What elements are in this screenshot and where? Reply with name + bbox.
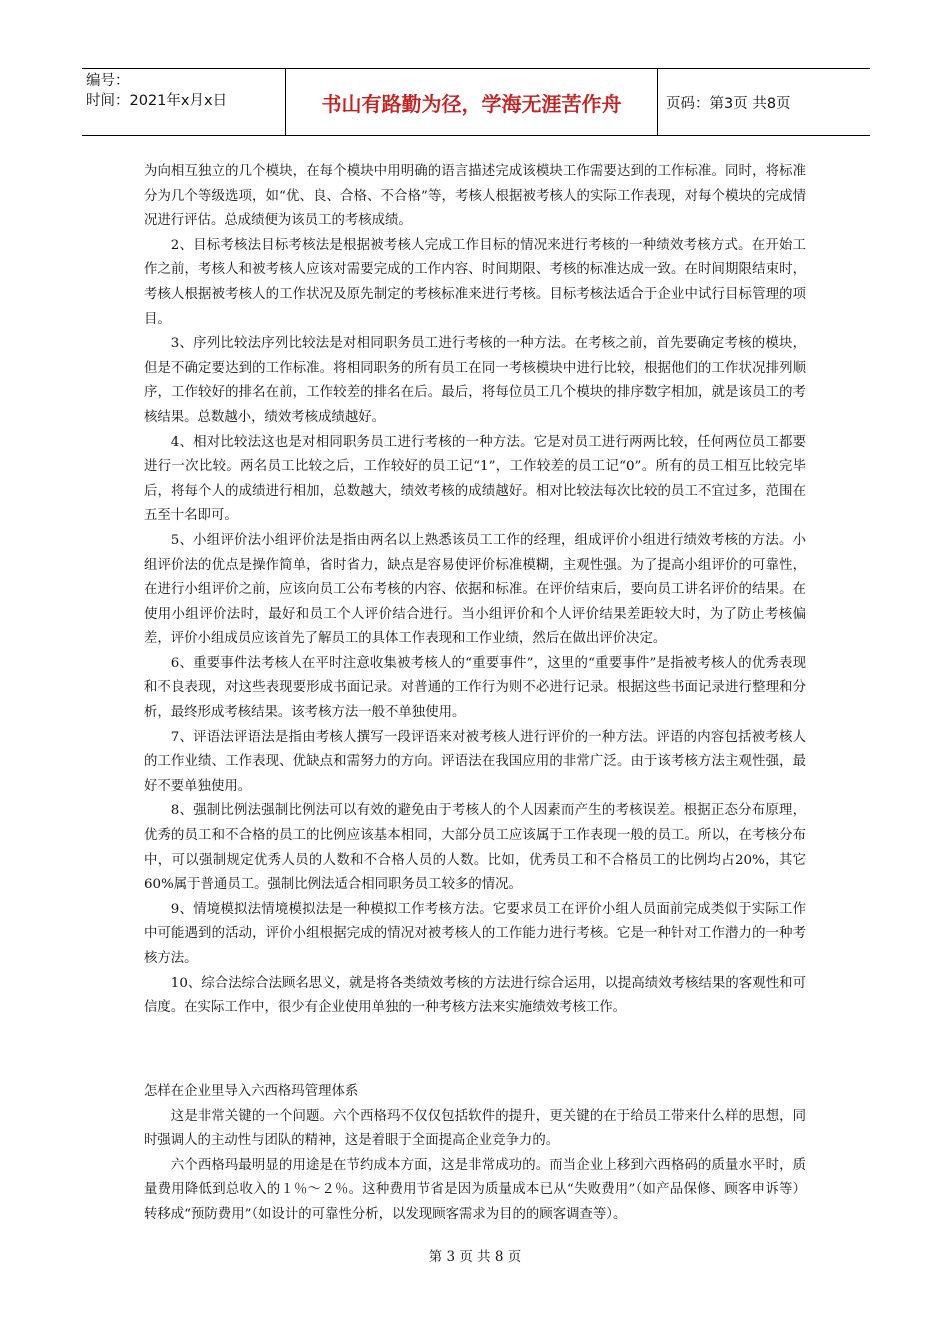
paragraph: 7、评语法评语法是指由考核人撰写一段评语来对被考核人进行评价的一种方法。评语的内容包括被考核人的工作业绩、工作表现、优缺点和需努力的方向。评语法在我国应用的非常广泛。由于该考核方法主观性强，最好不要单独使用。 xyxy=(144,729,806,794)
document-body xyxy=(144,160,806,1021)
paragraph: 10、综合法综合法顾名思义，就是将各类绩效考核的方法进行综合运用，以提高绩效考核结果的客观性和可信度。在实际工作中，很少有企业使用单独的一种考核方法来实施绩效考核工作。 xyxy=(144,975,806,1016)
page-header xyxy=(82,68,870,136)
paragraph: 2、目标考核法目标考核法是根据被考核人完成工作目标的情况来进行考核的一种绩效考核方式。在开始工作之前，考核人和被考核人应该对需要完成的工作内容、时间期限、考核的标准达成一致。在时间期限结束时，考核人根据被考核人的工作状况及原先制定的考核标准来进行考核。目标考核法适合于企业中试行目标管理的项目。 xyxy=(144,237,806,327)
six-sigma-section xyxy=(144,1080,806,1228)
paragraph: 5、小组评价法小组评价法是指由两名以上熟悉该员工工作的经理，组成评价小组进行绩效考核的方法。小组评价法的优点是操作简单，省时省力，缺点是容易使评价标准模糊，主观性强。为了提高小组评价的可靠性，在进行小组评价之前，应该向员工公布考核的内容、依据和标准。在评价结束后，要向员工讲名评价的结果。在使用小组评价法时，最好和员工个人评价结合进行。当小组评价和个人评价结果差距较大时，为了防止考核偏差，评价小组成员应该首先了解员工的具体工作表现和工作业绩，然后在做出评价决定。 xyxy=(144,532,806,647)
paragraph: 为向相互独立的几个模块，在每个模块中用明确的语言描述完成该模块工作需要达到的工作标准。同时，将标准分为几个等级选项，如“优、良、合格、不合格”等，考核人根据被考核人的实际工作表现，对每个模块的完成情况进行评估。总成绩便为该员工的考核成绩。 xyxy=(144,164,806,229)
section-title: 怎样在企业里导入六西格玛管理体系 xyxy=(144,1084,359,1099)
paragraph: 这是非常关键的一个问题。六个西格玛不仅仅包括软件的提升，更关键的在于给员工带来什么样的思想，同时强调人的主动性与团队的精神，这是着眼于全面提高企业竞争力的。 xyxy=(144,1108,806,1149)
page-footer: 第 3 页 共 8 页 xyxy=(428,1249,522,1265)
header-meta xyxy=(82,69,286,135)
document-number-label: 编号： xyxy=(86,73,130,89)
paragraph: 6、重要事件法考核人在平时注意收集被考核人的“重要事件”，这里的“重要事件”是指被考核人的优秀表现和不良表现，对这些表现要形成书面记录。对普通的工作行为则不必进行记录。根据这些书面记录进行整理和分析，最终形成考核结果。该考核方法一般不单独使用。 xyxy=(144,655,806,721)
paragraph: 9、情境模拟法情境模拟法是一种模拟工作考核方法。它要求员工在评价小组人员面前完成类似于实际工作中可能遇到的活动，评价小组根据完成的情况对被考核人的工作能力进行考核。它是一种针对工作潜力的一种考核方法。 xyxy=(144,901,806,966)
header-motto: 书山有路勤为径，学海无涯苦作舟 xyxy=(286,69,658,135)
paragraph: 8、强制比例法强制比例法可以有效的避免由于考核人的个人因素而产生的考核误差。根据正态分布原理，优秀的员工和不合格的员工的比例应该基本相同，大部分员工应该属于工作表现一般的员工。所以，在考核分布中，可以强制规定优秀人员的人数和不合格人员的人数。比如，优秀员工和不合格员工的比例均占20%，其它60%属于普通员工。强制比例法适合相同职务员工较多的情况。 xyxy=(144,803,806,893)
paragraph: 4、相对比较法这也是对相同职务员工进行考核的一种方法。它是对员工进行两两比较，任何两位员工都要进行一次比较。两名员工比较之后，工作较好的员工记“1”，工作较差的员工记“0”。所有的员工相互比较完毕后，将每个人的成绩进行相加，总数越大，绩效考核的成绩越好。相对比较法每次比较的员工不宜过多，范围在五至十名即可。 xyxy=(144,434,806,524)
paragraph: 六个西格玛最明显的用途是在节约成本方面，这是非常成功的。而当企业上移到六西格码的质量水平时，质量费用降低到总收入的１％～２％。这种费用节省是因为质量成本已从“失败费用”（如产品保修、顾客申诉等）转移成“预防费用”（如设计的可靠性分析，以发现顾客需求为目的的顾客调查等）。 xyxy=(144,1157,806,1222)
header-page-number: 页码：第3页 共8页 xyxy=(666,95,791,112)
document-time-label: 时间：2021年x月x日 xyxy=(86,93,228,109)
paragraph: 3、序列比较法序列比较法是对相同职务员工进行考核的一种方法。在考核之前，首先要确定考核的模块，但是不确定要达到的工作标准。将相同职务的所有员工在同一考核模块中进行比较，根据他们的工作状况排列顺序，工作较好的排名在前，工作较差的排名在后。最后，将每位员工几个模块的排序数字相加，就是该员工的考核结果。总数越小，绩效考核成绩越好。 xyxy=(144,336,806,425)
